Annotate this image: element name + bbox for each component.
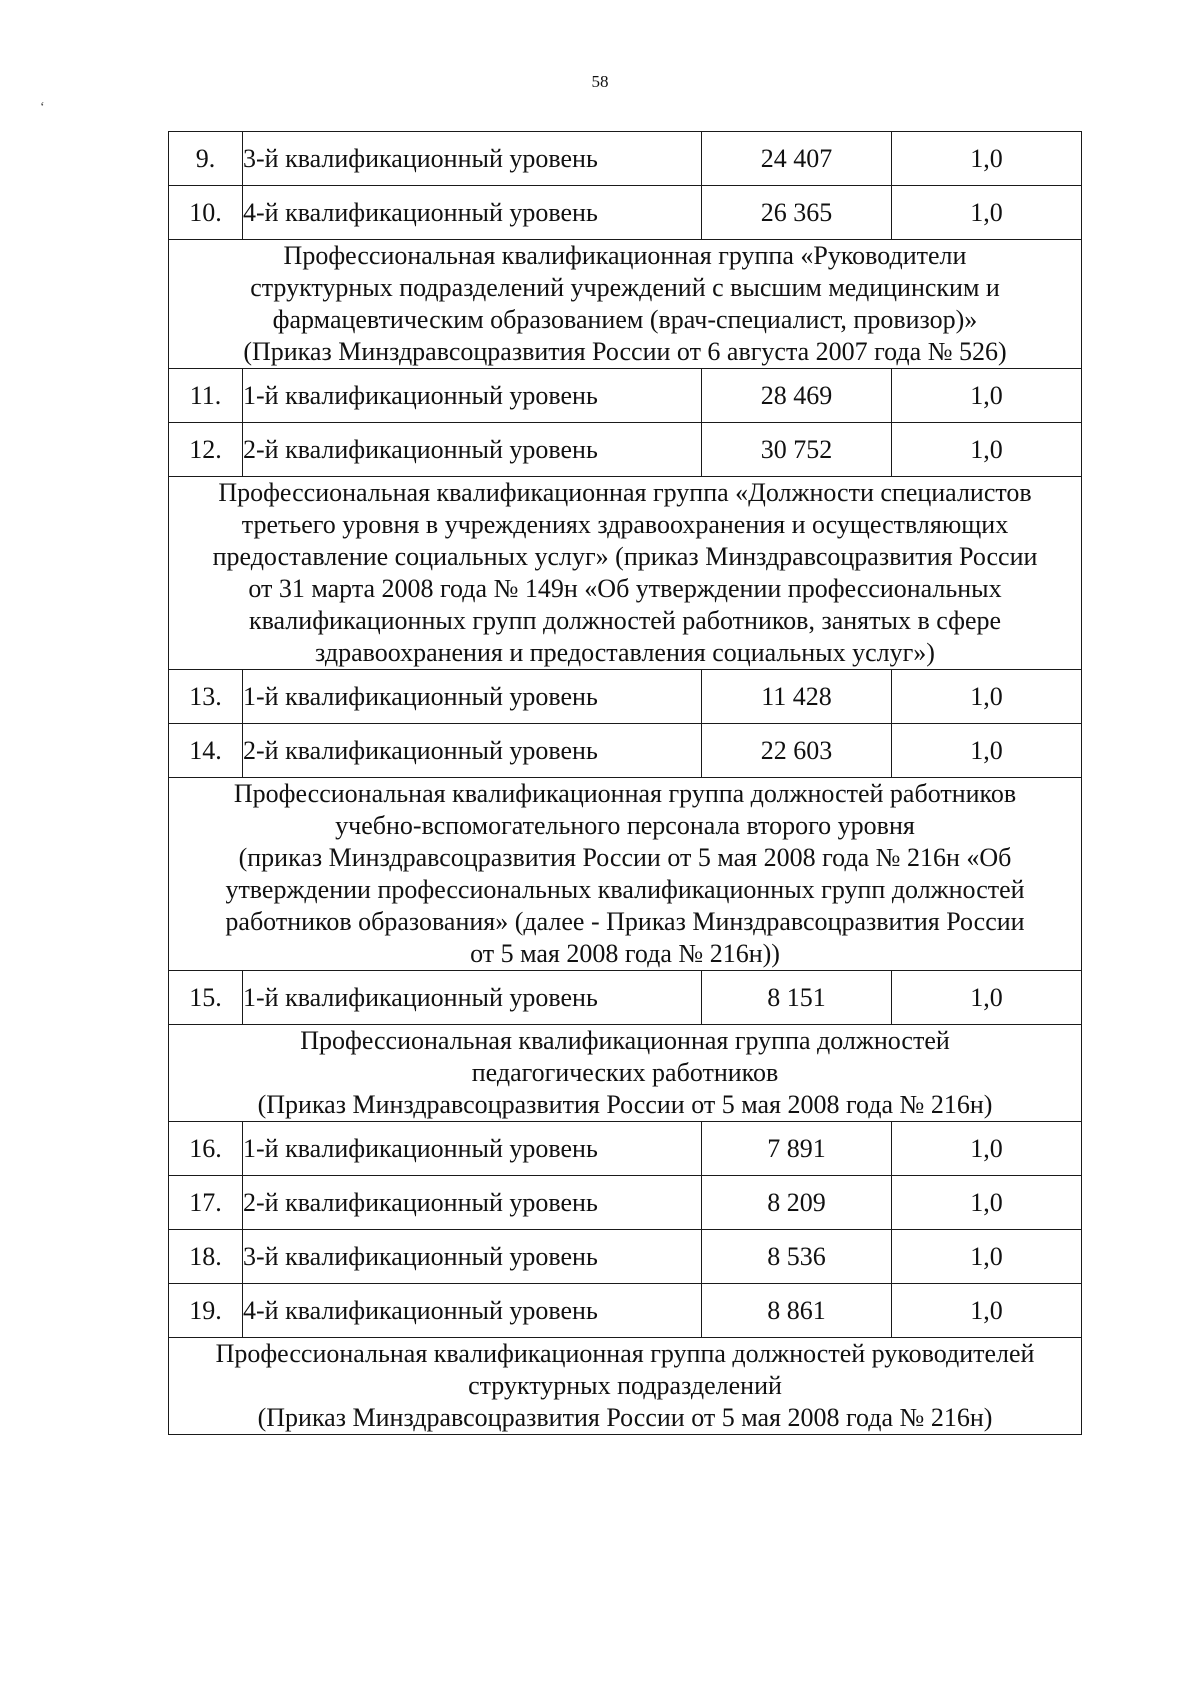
coefficient-value: 1,0	[892, 1284, 1082, 1338]
row-number: 17.	[169, 1176, 243, 1230]
salary-value: 28 469	[702, 369, 892, 423]
qualification-level: 2-й квалификационный уровень	[243, 423, 702, 477]
row-number: 13.	[169, 670, 243, 724]
qualification-level: 4-й квалификационный уровень	[243, 1284, 702, 1338]
table-row	[169, 1230, 1082, 1284]
salary-value: 7 891	[702, 1122, 892, 1176]
group-header-row	[169, 240, 1082, 369]
group-header-row	[169, 477, 1082, 670]
table-row	[169, 1284, 1082, 1338]
group-header-line: учебно-вспомогательного персонала второго уровня	[335, 811, 915, 840]
table-row	[169, 1176, 1082, 1230]
group-header-line: Профессиональная квалификационная группа должностей	[300, 1026, 950, 1055]
salary-value: 22 603	[702, 724, 892, 778]
group-header-line: (Приказ Минздравсоцразвития России от 5 мая 2008 года № 216н)	[257, 1403, 993, 1432]
coefficient-value: 1,0	[892, 724, 1082, 778]
salary-value: 8 151	[702, 971, 892, 1025]
row-number: 10.	[169, 186, 243, 240]
row-number: 16.	[169, 1122, 243, 1176]
group-header	[169, 240, 1082, 369]
qualification-level: 2-й квалификационный уровень	[243, 1176, 702, 1230]
group-header-line: утверждении профессиональных квалификационных групп должностей	[225, 875, 1025, 904]
group-header-line: работников образования» (далее - Приказ Минздравсоцразвития России	[225, 907, 1025, 936]
qualification-level: 1-й квалификационный уровень	[243, 369, 702, 423]
group-header-line: здравоохранения и предоставления социальных услуг»)	[315, 638, 935, 667]
group-header-line: от 5 мая 2008 года № 216н))	[470, 939, 780, 968]
qualification-table	[168, 131, 1082, 1435]
group-header-row	[169, 1025, 1082, 1122]
group-header	[169, 1338, 1082, 1435]
coefficient-value: 1,0	[892, 1122, 1082, 1176]
group-header-line: структурных подразделений	[468, 1371, 782, 1400]
table-row	[169, 670, 1082, 724]
salary-value: 8 536	[702, 1230, 892, 1284]
group-header-line: третьего уровня в учреждениях здравоохранения и осуществляющих	[241, 510, 1009, 539]
coefficient-value: 1,0	[892, 670, 1082, 724]
coefficient-value: 1,0	[892, 186, 1082, 240]
group-header-line: предоставление социальных услуг» (приказ Минздравсоцразвития России	[212, 542, 1038, 571]
qualification-level: 3-й квалификационный уровень	[243, 132, 702, 186]
table-row	[169, 1122, 1082, 1176]
qualification-level: 1-й квалификационный уровень	[243, 670, 702, 724]
row-number: 9.	[169, 132, 243, 186]
group-header-line: от 31 марта 2008 года № 149н «Об утверждении профессиональных	[248, 574, 1002, 603]
group-header-line: Профессиональная квалификационная группа «Руководители	[283, 241, 967, 270]
group-header-line: структурных подразделений учреждений с высшим медицинским и	[250, 273, 1000, 302]
qualification-level: 4-й квалификационный уровень	[243, 186, 702, 240]
table-row	[169, 971, 1082, 1025]
qualification-level: 3-й квалификационный уровень	[243, 1230, 702, 1284]
table-row	[169, 724, 1082, 778]
table-body	[169, 132, 1082, 1435]
coefficient-value: 1,0	[892, 971, 1082, 1025]
qualification-level: 1-й квалификационный уровень	[243, 1122, 702, 1176]
row-number: 14.	[169, 724, 243, 778]
group-header-line: фармацевтическим образованием (врач-специалист, провизор)»	[272, 305, 978, 334]
row-number: 12.	[169, 423, 243, 477]
page-number: 58	[591, 72, 609, 91]
qualification-level: 1-й квалификационный уровень	[243, 971, 702, 1025]
table-row	[169, 132, 1082, 186]
coefficient-value: 1,0	[892, 369, 1082, 423]
coefficient-value: 1,0	[892, 423, 1082, 477]
salary-value: 30 752	[702, 423, 892, 477]
salary-value: 11 428	[702, 670, 892, 724]
salary-value: 8 209	[702, 1176, 892, 1230]
group-header	[169, 477, 1082, 670]
group-header-line: педагогических работников	[471, 1058, 779, 1087]
group-header	[169, 778, 1082, 971]
salary-value: 24 407	[702, 132, 892, 186]
group-header-line: Профессиональная квалификационная группа «Должности специалистов	[218, 478, 1032, 507]
group-header-row	[169, 1338, 1082, 1435]
coefficient-value: 1,0	[892, 1176, 1082, 1230]
group-header-line: квалификационных групп должностей работников, занятых в сфере	[248, 606, 1002, 635]
group-header-line: (Приказ Минздравсоцразвития России от 5 мая 2008 года № 216н)	[257, 1090, 993, 1119]
salary-value: 8 861	[702, 1284, 892, 1338]
table-row	[169, 186, 1082, 240]
table-row	[169, 369, 1082, 423]
qualification-level: 2-й квалификационный уровень	[243, 724, 702, 778]
group-header-line: (приказ Минздравсоцразвития России от 5 мая 2008 года № 216н «Об	[238, 843, 1012, 872]
table-row	[169, 423, 1082, 477]
group-header-line: Профессиональная квалификационная группа должностей руководителей	[215, 1339, 1035, 1368]
group-header-row	[169, 778, 1082, 971]
row-number: 19.	[169, 1284, 243, 1338]
salary-value: 26 365	[702, 186, 892, 240]
group-header-line: Профессиональная квалификационная группа должностей работников	[233, 779, 1017, 808]
margin-mark: ʻ	[40, 100, 45, 115]
row-number: 18.	[169, 1230, 243, 1284]
row-number: 11.	[169, 369, 243, 423]
row-number: 15.	[169, 971, 243, 1025]
group-header-line: (Приказ Минздравсоцразвития России от 6 августа 2007 года № 526)	[243, 337, 1007, 366]
group-header	[169, 1025, 1082, 1122]
coefficient-value: 1,0	[892, 1230, 1082, 1284]
coefficient-value: 1,0	[892, 132, 1082, 186]
